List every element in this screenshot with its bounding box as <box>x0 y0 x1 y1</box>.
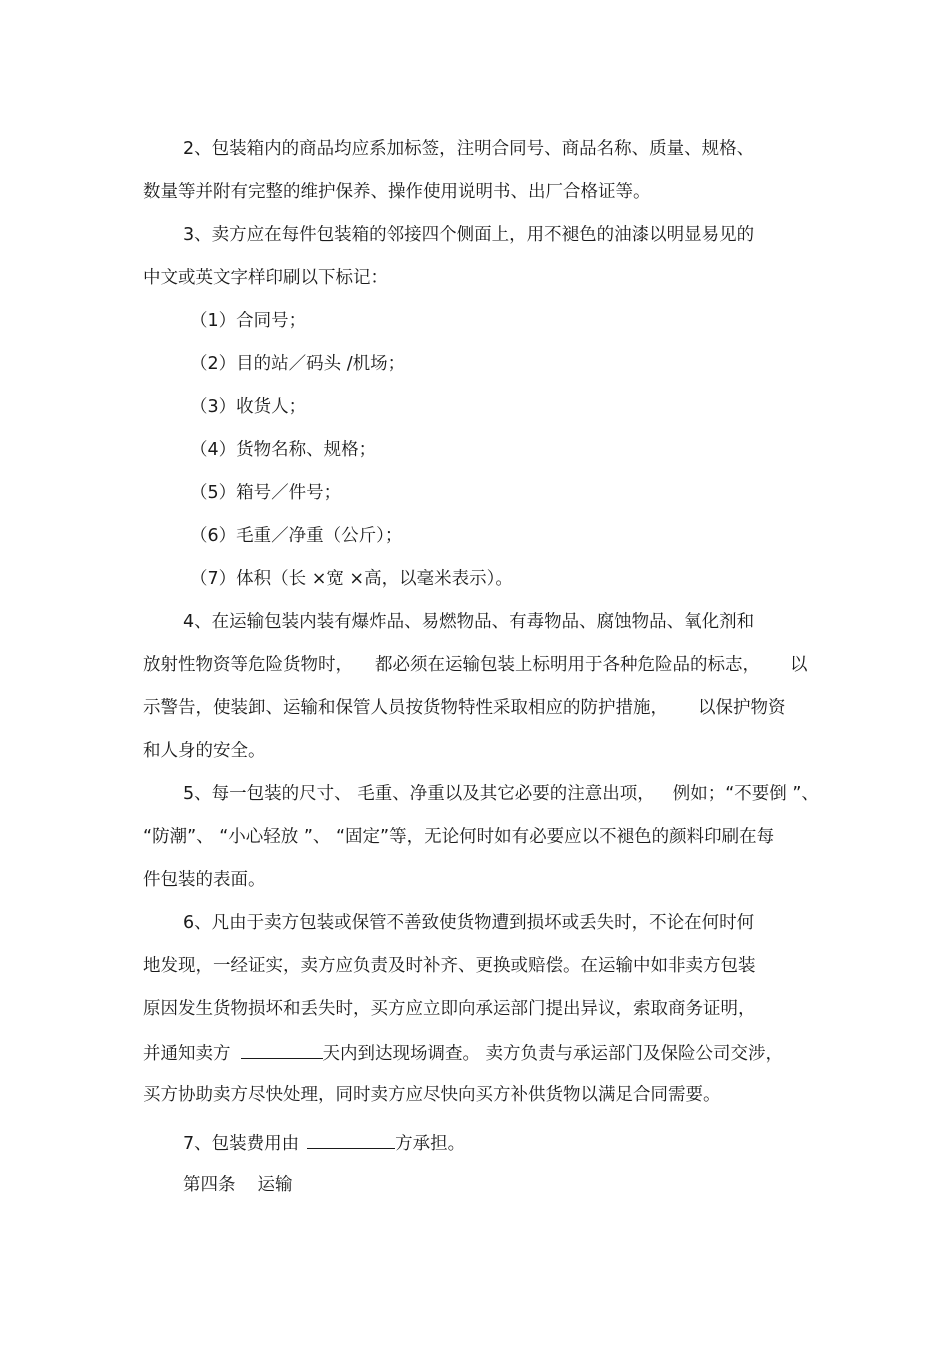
item-5-line-3: 件包装的表面。 <box>143 870 266 890</box>
clause-4-heading <box>183 1173 293 1197</box>
item-2-line-2: 数量等并附有完整的维护保养、操作使用说明书、出厂合格证等。 <box>143 182 651 202</box>
mark-item-5: （5）箱号／件号； <box>190 483 342 503</box>
packaging-party-blank-field[interactable] <box>307 1130 395 1149</box>
item-3-line-1: 3、卖方应在每件包装箱的邻接四个侧面上，用不褪色的油漆以明显易见的 <box>183 225 755 245</box>
mark-item-3: （3）收货人； <box>190 397 307 417</box>
item-4-line-3-part-a: 示警告，使装卸、运输和保管人员按货物特性采取相应的防护措施， <box>143 698 668 718</box>
item-5-line-1-part-b: 例如；“不要倒 ”、 <box>672 784 819 804</box>
item-5-line-2: “防潮”、 “小心轻放 ”、 “固定”等，无论何时如有必要应以不褪色的颜料印刷在每 <box>143 827 775 847</box>
item-4-line-2-part-b: 都必须在运输包装上标明用于各种危险品的标志， <box>375 655 760 675</box>
item-7-part-b: 方承担。 <box>395 1134 466 1154</box>
item-7-line <box>183 1130 465 1156</box>
item-6-line-4-part-a: 并通知卖方 <box>143 1044 231 1064</box>
item-4-line-2 <box>143 653 808 677</box>
item-4-line-3 <box>143 696 786 720</box>
item-6-line-5: 买方协助卖方尽快处理，同时卖方应尽快向买方补供货物以满足合同需要。 <box>143 1085 721 1105</box>
item-2-line-1: 2、包装箱内的商品均应系加标签，注明合同号、商品名称、质量、规格、 <box>183 139 755 159</box>
item-4-line-3-part-b: 以保护物资 <box>698 698 786 718</box>
item-6-line-4 <box>143 1040 783 1066</box>
item-6-line-2: 地发现，一经证实，卖方应负责及时补齐、更换或赔偿。在运输中如非卖方包装 <box>143 956 756 976</box>
item-5-line-1 <box>183 782 819 806</box>
item-4-line-1: 4、在运输包装内装有爆炸品、易燃物品、有毒物品、腐蚀物品、氧化剂和 <box>183 612 755 632</box>
mark-item-6: （6）毛重／净重（公斤）； <box>190 526 403 546</box>
item-5-line-1-part-a: 5、每一包装的尺寸、 毛重、净重以及其它必要的注意出项， <box>183 784 655 804</box>
clause-4-title: 运输 <box>257 1175 293 1195</box>
item-7-part-a: 7、包装费用由 <box>183 1134 300 1154</box>
item-6-line-4-part-b: 天内到达现场调查。 卖方负责与承运部门及保险公司交涉， <box>322 1044 784 1064</box>
item-4-line-2-part-c: 以 <box>790 655 808 675</box>
mark-item-1: （1）合同号； <box>190 311 307 331</box>
item-4-line-2-part-a: 放射性物资等危险货物时， <box>143 655 353 675</box>
item-3-line-2: 中文或英文字样印刷以下标记： <box>143 268 388 288</box>
mark-item-7: （7）体积（长 ×宽 ×高，以毫米表示）。 <box>190 569 513 589</box>
clause-4-number: 第四条 <box>183 1175 236 1195</box>
mark-item-4: （4）货物名称、规格； <box>190 440 377 460</box>
item-4-line-4: 和人身的安全。 <box>143 741 266 761</box>
item-6-line-3: 原因发生货物损坏和丢失时，买方应立即向承运部门提出异议，索取商务证明， <box>143 999 756 1019</box>
days-blank-field[interactable] <box>241 1040 323 1059</box>
mark-item-2: （2）目的站／码头 /机场； <box>190 354 406 374</box>
item-6-line-1: 6、凡由于卖方包装或保管不善致使货物遭到损坏或丢失时，不论在何时何 <box>183 913 755 933</box>
